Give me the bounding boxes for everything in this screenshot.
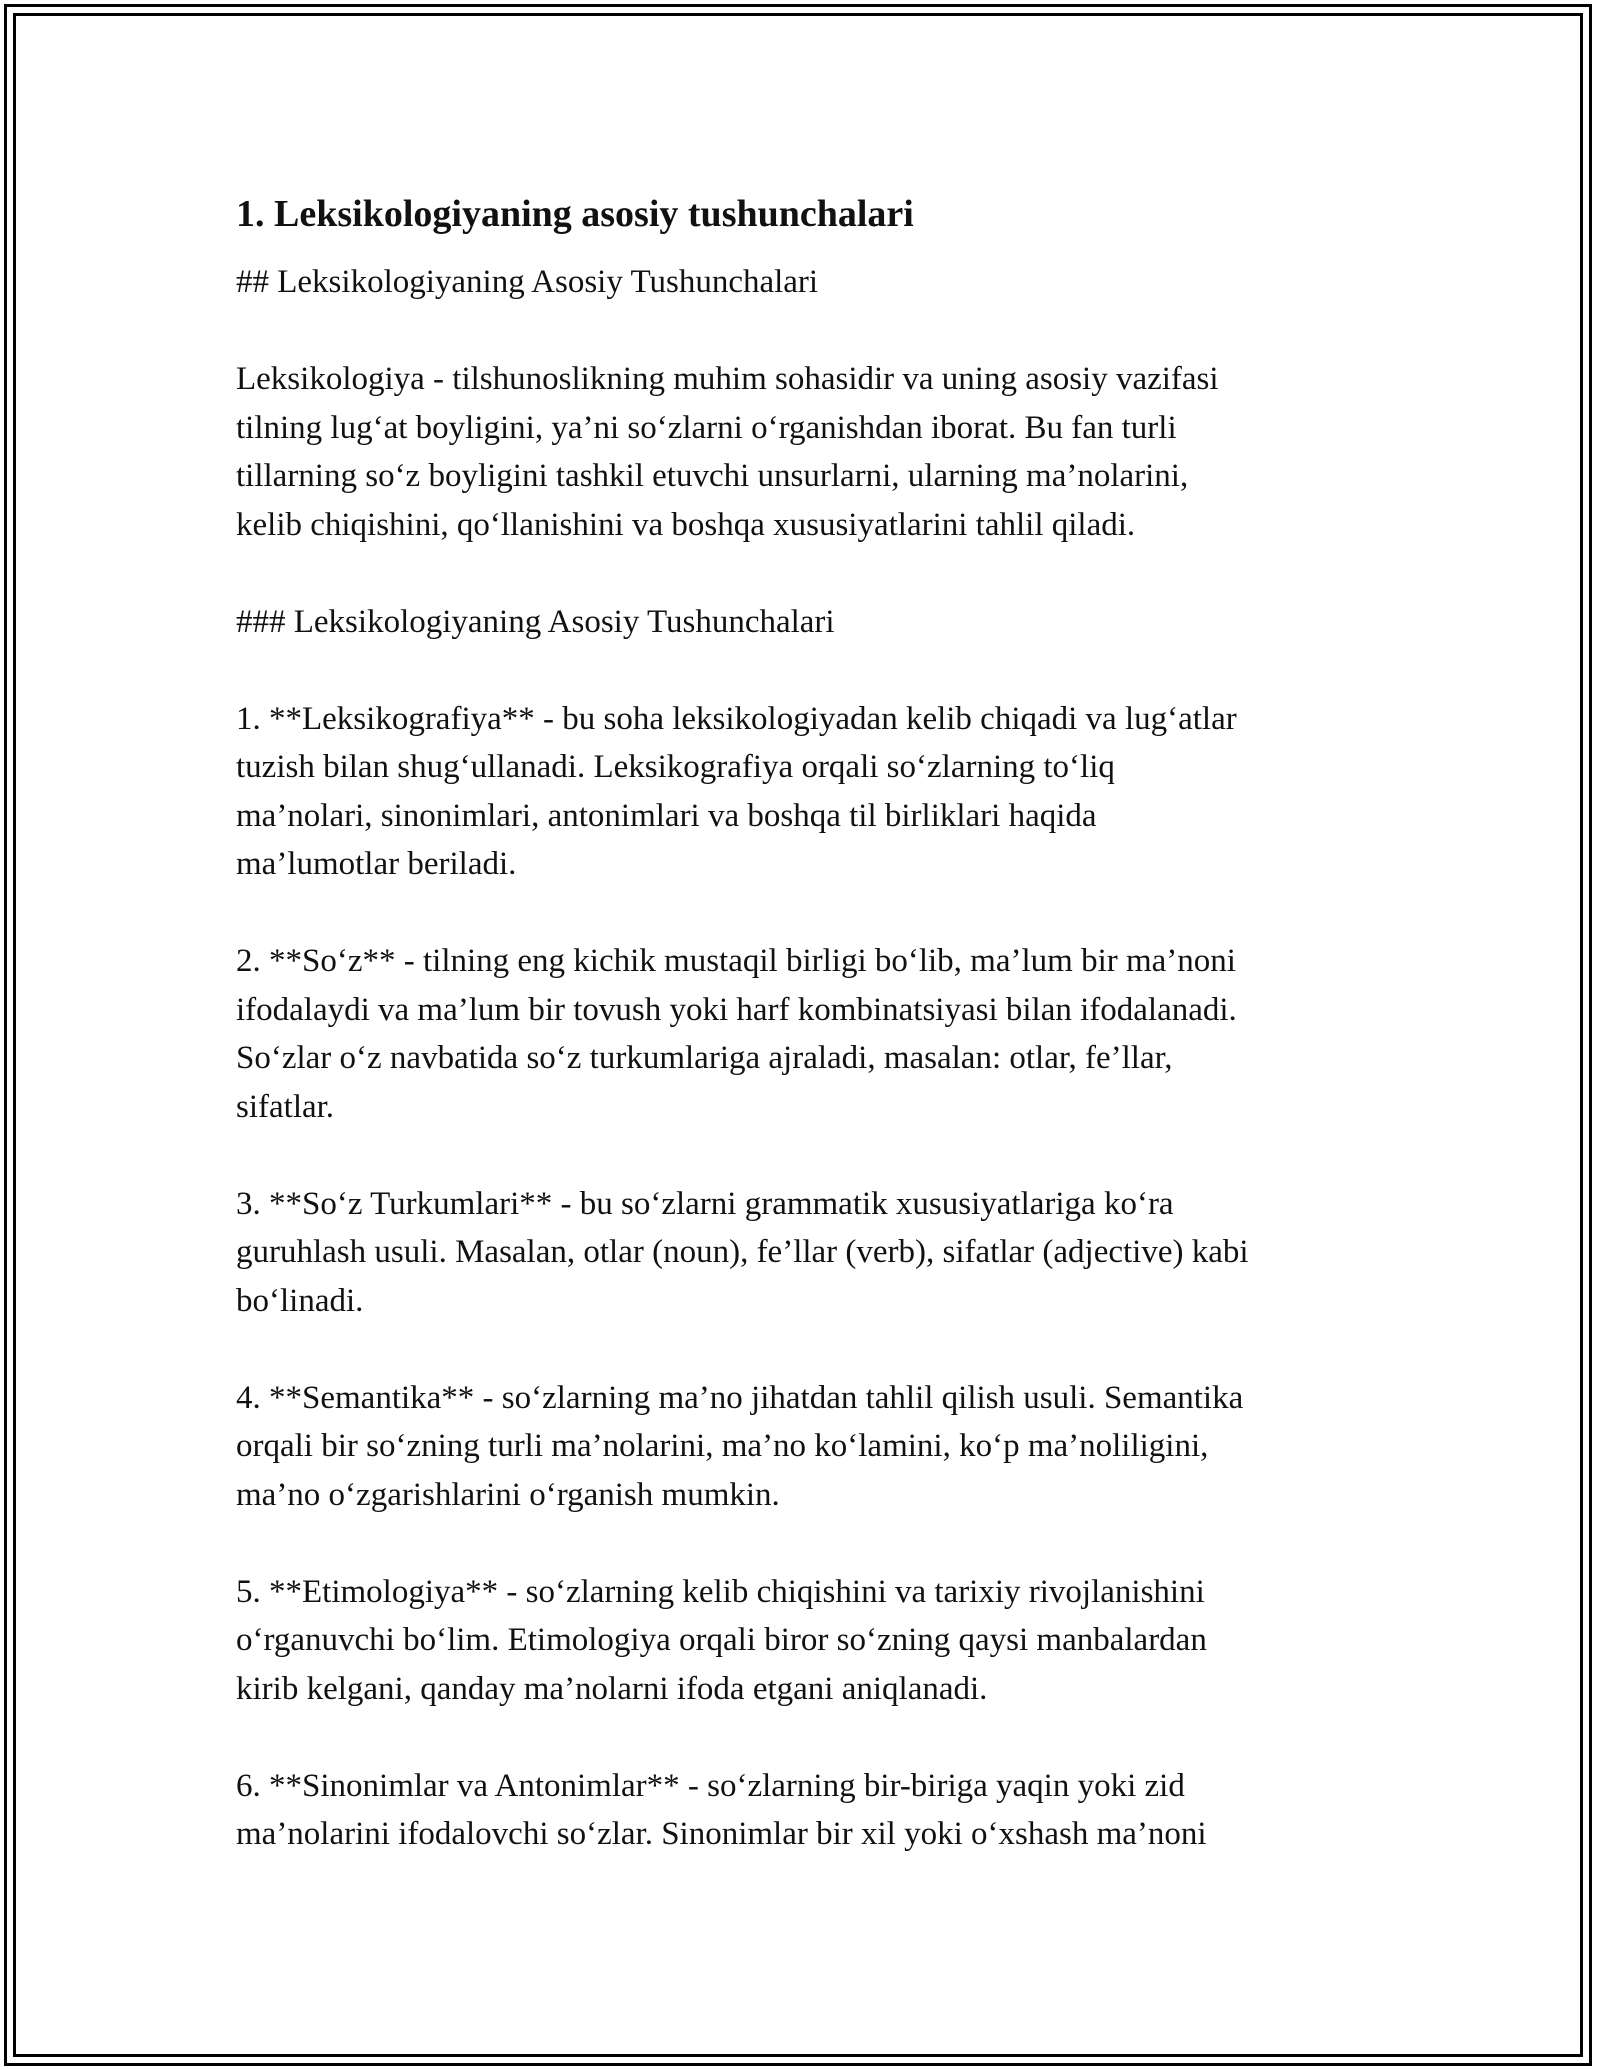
list-item-leksikografiya: 1. **Leksikografiya** - bu soha leksikologiyadan kelib chiqadi va lug‘atlar tuzish bilan shug‘ullanadi. Leksikografiya orqali so‘zlarning to‘liq ma’nolari, sinonimlari, antonimlari va boshqa til birliklari haqida ma’lumotlar beriladi. xyxy=(236,700,1237,882)
list-item-sinonimlar-antonimlar: 6. **Sinonimlar va Antonimlar** - so‘zlarning bir-biriga yaqin yoki zid ma’nolarini ifodalovchi so‘zlar. Sinonimlar bir xil yoki o‘xshash ma’noni xyxy=(236,1767,1207,1852)
list-item-semantika: 4. **Semantika** - so‘zlarning ma’no jihatdan tahlil qilish usuli. Semantika orqali bir so‘zning turli ma’nolarini, ma’no ko‘lamini, ko‘p ma’noliligini, ma’no o‘zgarishlarini o‘rganish mumkin. xyxy=(236,1379,1244,1513)
list-item-etimologiya: 5. **Etimologiya** - so‘zlarning kelib chiqishini va tarixiy rivojlanishini o‘rganuvchi bo‘lim. Etimologiya orqali biror so‘zning qaysi manbalardan kirib kelgani, qanday ma’nolarni ifoda etgani aniqlanadi. xyxy=(236,1573,1207,1707)
markdown-heading-h2: ## Leksikologiyaning Asosiy Tushunchalari xyxy=(236,264,819,300)
document-body xyxy=(236,186,1376,1859)
markdown-heading-h3: ### Leksikologiyaning Asosiy Tushunchalari xyxy=(236,603,835,640)
list-item-soz-turkumlari: 3. **So‘z Turkumlari** - bu so‘zlarni grammatik xususiyatlariga ko‘ra guruhlash usuli. Masalan, otlar (noun), fe’llar (verb), sifatlar (adjective) kabi bo‘linadi. xyxy=(236,1185,1249,1319)
list-item-soz: 2. **So‘z** - tilning eng kichik mustaqil birligi bo‘lib, ma’lum bir ma’noni ifodalaydi va ma’lum bir tovush yoki harf kombinatsiyasi bilan ifodalanadi. So‘zlar o‘z navbatida so‘z turkumlariga ajraladi, masalan: otlar, fe’llar, sifatlar. xyxy=(236,943,1237,1125)
document-title: 1. Leksikologiyaning asosiy tushunchalari xyxy=(236,193,914,235)
intro-paragraph: Leksikologiya - tilshunoslikning muhim sohasidir va uning asosiy vazifasi tilning lug‘at boyligini, ya’ni so‘zlarni o‘rganishdan iborat. Bu fan turli tillarning so‘z boyligini tashkil etuvchi unsurlarni, ularning ma’nolarini, kelib chiqishini, qo‘llanishini va boshqa xususiyatlarini tahlil qiladi. xyxy=(236,361,1219,543)
